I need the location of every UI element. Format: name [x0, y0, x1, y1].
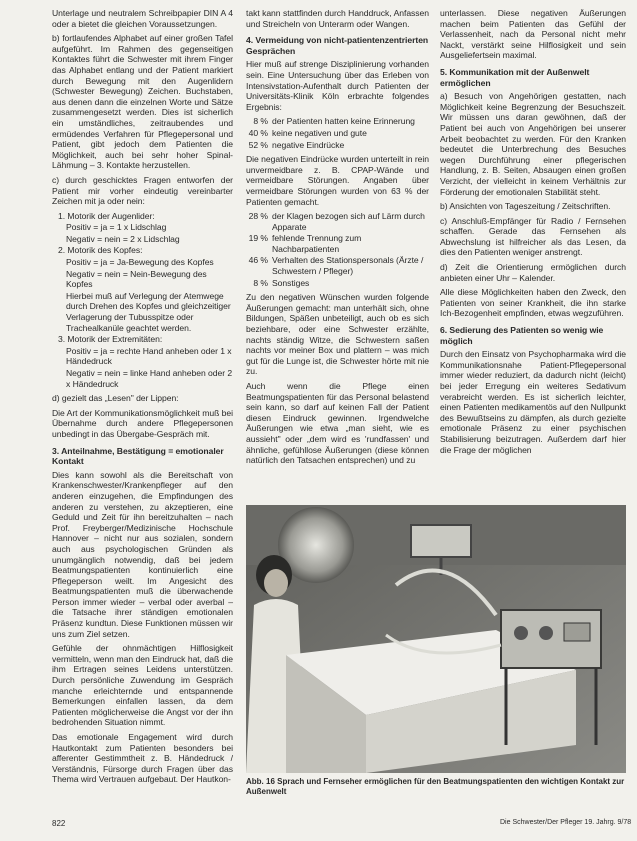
paragraph: a) Besuch von Angehörigen gestatten, nach Möglichkeit keine Begrenzung der Besuchszeit. Wir müssen uns daran gewöhnen, daß der Patient bei auch von Angehörigen bei unserer Arbeit beobachtet zu werden. Für den Kranken bedeutet die Unterbrechung des Besuches wegen Durchführung einer pflegerischen Handlung, z. B. Seiten, Absaugen einen großen Verzicht, der vielleicht in keinem Verhältnis zur Förderung der emotionalen Stabilität steht.	[440, 91, 626, 197]
percentage: 28 %	[248, 211, 268, 222]
paragraph: Gefühle der ohnmächtigen Hilflosigkeit vermitteln, wenn man den Eindruck hat, daß die ihm Ertragen seines Leidens unterstützen. Durch persönliche Zuwendung im Gespräch manche erleichternde und entspannende Bemerkungen einfallen lassen, da dem Patienten möglicherweise die Angst vor der ihn bedrohenden Situation nimmt.	[52, 643, 233, 728]
section-heading: 4. Vermeidung von nicht-patientenzentrierten Gesprächen	[246, 35, 429, 56]
paragraph: b) Ansichten von Tageszeitung / Zeitschriften.	[440, 201, 611, 212]
photo-illustration	[246, 505, 626, 773]
complaint-list	[246, 211, 429, 288]
list-item: Negativ = nein = linke Hand anheben oder 2 x Händedruck	[66, 368, 233, 389]
option-list	[52, 211, 233, 390]
paragraph: c) Anschluß-Empfänger für Radio / Fernsehen schaffen. Gerade das Fernsehen als Abwechslung ist hilfreicher als das Lesen, da dies den Patienten weniger anstrengt.	[440, 215, 626, 258]
list-item: Positiv = ja = rechte Hand anheben oder 1 x Händedruck	[66, 345, 232, 367]
list-item	[246, 128, 429, 139]
paragraph: Unterlage und neutralem Schreibpapier DIN A 4 oder a bietet die gleichen Voraussetzungen.	[52, 8, 233, 29]
list-item: Positiv = ja = Ja-Bewegung des Kopfes	[66, 257, 214, 268]
paragraph: Durch den Einsatz von Psychopharmaka wird die Kommunikationsnahe Patient-Pflegepersonal immer wieder reduziert, da dadurch nicht (leicht) bei jeder Erregung ein weiteres Sedativum verabreicht werden. Es ist sicherlich leichter, einen Patienten medikamentös auf den Nullpunkt des Bewußtseins zu dämpfen, als durch gezielte emotionale Präsenz zu einer psychischen Stabilisierung beizutragen. Außerdem darf hier die Frage der möglichen	[440, 349, 626, 455]
page-number: 822	[52, 819, 66, 828]
list-text: Verhalten des Stationspersonals (Ärzte / Schwestern / Pfleger)	[272, 255, 424, 277]
paragraph: b) fortlaufendes Alphabet auf einer großen Tafel aufgeführt. Im Rahmen des gegenseitigen Kontaktes führt die Schwester mit ihrem Finger das Alphabet entlang und der Patient markiert durch Bewegung mit den Augenlidern (Schwester Bewegung) Zeichen. Buchstaben, aus denen dann die einzelnen Worte und Sätze zusammengesetzt werden. Dies ist sicherlich ein umständliches, zeitraubendes und ermüdendes Verfahren für Pflegepersonal und Patient, gibt jedoch dem Patienten die Möglichkeit, auch bei sehr hoher Spinal-Lähmung – 3. Kontakte herzustellen.	[52, 33, 233, 171]
section-heading: 6. Sedierung des Patienten so wenig wie möglich	[440, 325, 604, 346]
list-item: 3. Motorik der Extremitäten:	[58, 334, 163, 345]
text-column-left	[52, 8, 233, 789]
photo-figure	[246, 505, 626, 773]
percentage: 46 %	[248, 255, 268, 266]
section-heading: 3. Anteilnahme, Bestätigung = emotionaler Kontakt	[52, 445, 224, 467]
text-column-middle	[246, 8, 429, 505]
list-item	[246, 233, 429, 254]
paragraph: Das emotionale Engagement wird durch Hautkontakt zum Patienten besonders bei afferenter Gestimmtheit z. B. Händedruck / Verständnis, Fürsorge durch Fragen über das Thema wird Vertrauen aufgebaut. Der Hautkon-	[52, 732, 233, 785]
percentage: 52 %	[248, 139, 268, 150]
paragraph: Zu den negativen Wünschen wurden folgende Äußerungen gemacht: man unterhält sich, ohne Bildungen, Späßen unbeteiligt, auch ob es sich beziehbare, oder eine Schwester erzählte, nachts ständig Witze, die Schwestern saßen nachts vor meiner Box und plattern – was mich gut für die Lunge ist, die Schwester hörte mit nie zu.	[246, 292, 429, 377]
list-text: der Patienten hatten keine Erinnerung	[272, 116, 415, 127]
percentage: 8 %	[253, 116, 268, 127]
figure-caption: Abb. 16 Sprach und Fernseher ermöglichen für den Beatmungspatienten den wichtigen Kontakt zur Außenwelt	[246, 777, 625, 796]
paragraph: Auch wenn die Pflege einen Beatmungspatienten für das Personal belastend sein kann, so darf auf keinen Fall der Patient diesen Eindruck gewinnen. Irgendwelche Äußerungen wie etwa „man sieht, wie es aussieht" oder „dem wird es 'rundfassen' und ähnliche, gefühllose Äußerungen (diese können natürlich den Tatsachen entsprechen) und zu	[246, 381, 429, 466]
list-item: 1. Motorik der Augenlider:	[58, 210, 155, 221]
paragraph: Die Art der Kommunikationsmöglichkeit muß bei Übernahme durch andere Pflegepersonen unbedingt in das Übergabe-Gespräch mit.	[52, 407, 233, 439]
paragraph: Alle diese Möglichkeiten haben den Zweck, den Patienten von seiner Krankheit, die ihn starke Ich-Bezogenheit empfinden, etwas wegzuführen.	[440, 287, 626, 319]
text-column-right	[440, 8, 626, 505]
paragraph: Hier muß auf strenge Disziplinierung vorhanden sein. Eine Untersuchung über das Erleben von Intensivstation-Aufenthalt durch Patienten der Universitäts-Klinik Köln erbrachte folgendes Ergebnis:	[246, 59, 429, 112]
percentage: 8 %	[253, 277, 268, 288]
list-text: keine negativen und gute	[272, 127, 367, 138]
paragraph: takt kann stattfinden durch Handdruck, Anfassen und Streicheln von Unterarm oder Wangen.	[246, 8, 429, 29]
list-item	[246, 211, 429, 232]
section-heading: 5. Kommunikation mit der Außenwelt ermöglichen	[440, 66, 590, 88]
percentage: 19 %	[248, 233, 268, 244]
list-item: Hierbei muß auf Verlegung der Atemwege durch Drehen des Kopfes und gleichzeitiger Verlagerung der Tubusspitze oder Trachealkanüle geachtet werden.	[66, 290, 231, 333]
paragraph: d) gezielt das „Lesen" der Lippen:	[52, 393, 179, 404]
paragraph: unterlassen. Diese negativen Äußerungen machen beim Patienten das Gefühl der Verlassenheit, nach da Personal nicht mehr Nackt, verstärkt seine Hilflosigkeit und sein Ausgeliefertsein maximal.	[440, 8, 626, 61]
list-item	[246, 255, 429, 276]
paragraph: c) durch geschicktes Fragen entworfen der Patient mir vorher eindeutig vereinbarter Zeichen mit ja oder nein:	[52, 174, 233, 207]
survey-list	[246, 116, 429, 150]
list-text: der Klagen bezogen sich auf Lärm durch Apparate	[272, 211, 425, 232]
list-item: Negativ = nein = 2 x Lidschlag	[66, 233, 180, 244]
percentage: 40 %	[248, 127, 268, 138]
list-text: fehlende Trennung zum Nachbarpatienten	[272, 233, 362, 254]
list-item	[246, 116, 429, 127]
list-item: Negativ = nein = Nein-Bewegung des Kopfes	[66, 268, 207, 290]
list-item: 2. Motorik des Kopfes:	[58, 245, 143, 256]
list-text: negative Eindrücke	[272, 139, 345, 150]
paragraph: Die negativen Eindrücke wurden unterteilt in rein unvermeidbare z. B. CPAP-Wände und vermeidbare Störungen. Angaben über vermeidbare Störungen wurden von 63 % der Patienten gemacht.	[246, 154, 429, 207]
paragraph: d) Zeit die Orientierung ermöglichen durch anbieten einer Uhr – Kalender.	[440, 262, 626, 283]
list-item	[246, 140, 429, 151]
journal-footer: Die Schwester/Der Pfleger 19. Jahrg. 9/78	[500, 819, 632, 826]
list-text: Sonstiges	[272, 277, 310, 288]
paragraph: Dies kann sowohl als die Bereitschaft von Krankenschwester/Krankenpfleger auf den anderen einzugehen, die Empfindungen des anderen zu verstehen, zu akzeptieren, eine Geduld und Zeit für ihn bereitzuhalten – nach Prof. Freyberger/Medizinische Hochschule Hannover – nicht nur aus sozialen, sondern auch aus psychologischen Gründen als unumgänglich notwendig, daß bei jedem Beatmungspatienten kontinuierlich eine Pflegeperson weilt. Im Angesicht des Beatmungspatienten muß die überwachende Person immer wieder – verbal oder averbal – die Tatsache ihrer ständigen emotionalen Präsenz kundtun. Diese Funktionen müssen wir uns zum Ziel setzen.	[52, 469, 233, 639]
list-item	[246, 278, 429, 289]
list-item: Positiv = ja = 1 x Lidschlag	[66, 222, 167, 233]
